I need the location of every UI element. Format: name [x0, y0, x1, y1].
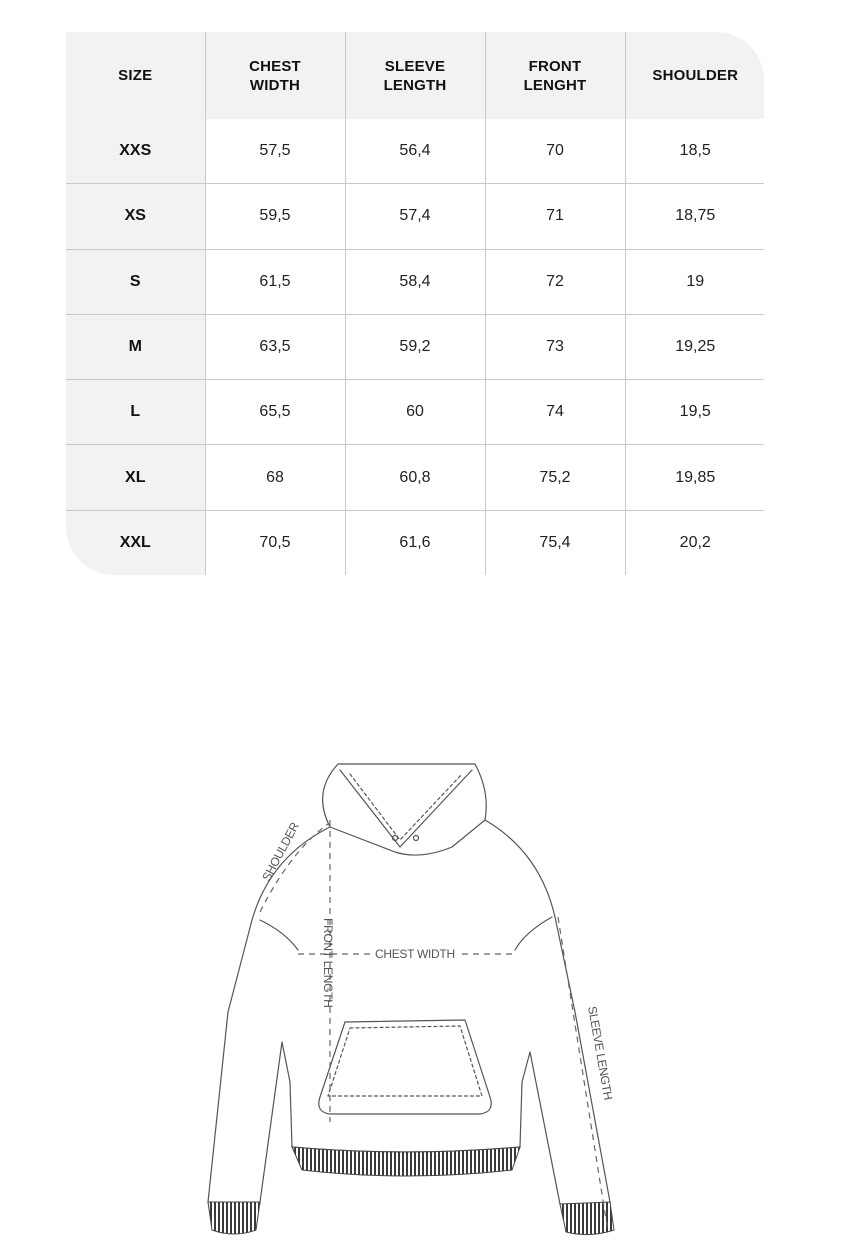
sleeve-length-cell: 61,6: [345, 510, 485, 575]
pocket-stitch: [328, 1026, 482, 1096]
header-chest-line2: WIDTH: [249, 76, 301, 94]
chest-width-cell: 63,5: [205, 314, 345, 379]
header-front-length: [485, 32, 625, 119]
header-sleeve-line2: LENGTH: [383, 76, 447, 94]
sleeve-length-cell: 57,4: [345, 184, 485, 249]
chest-width-cell: 70,5: [205, 510, 345, 575]
header-size: [66, 32, 205, 119]
header-front-line1: FRONT: [528, 57, 582, 75]
shoulder-cell: 20,2: [625, 510, 764, 575]
front-length-label: FRONT LENGTH: [321, 918, 335, 1008]
chest-width-cell: 61,5: [205, 249, 345, 314]
size-chart: [66, 32, 764, 575]
shoulder-cell: 19,5: [625, 380, 764, 445]
header-shoulder: [625, 32, 764, 119]
header-chest-line1: CHEST: [249, 57, 301, 75]
sleeve-length-cell: 58,4: [345, 249, 485, 314]
shoulder-cell: 19: [625, 249, 764, 314]
size-cell: XXS: [66, 119, 205, 184]
hood-stitch: [350, 774, 462, 840]
sleeve-length-cell: 60,8: [345, 445, 485, 510]
sleeve-length-cell: 59,2: [345, 314, 485, 379]
chest-width-label: CHEST WIDTH: [375, 947, 455, 961]
front-length-cell: 70: [485, 119, 625, 184]
size-cell: XL: [66, 445, 205, 510]
size-cell: S: [66, 249, 205, 314]
drawstring-right: [414, 836, 419, 841]
table-row: [66, 445, 764, 510]
kangaroo-pocket: [319, 1020, 492, 1114]
shoulder-label: SHOULDER: [259, 820, 302, 884]
header-chest-width: [205, 32, 345, 119]
sleeve-length-cell: 60: [345, 380, 485, 445]
table-row: [66, 510, 764, 575]
header-front-line2: LENGHT: [523, 76, 587, 94]
header-shoulder-text: SHOULDER: [652, 67, 739, 84]
left-armhole: [260, 920, 298, 950]
table-row: [66, 380, 764, 445]
header-size-text: SIZE: [118, 67, 153, 84]
front-length-cell: 71: [485, 184, 625, 249]
right-cuff: [560, 1202, 614, 1235]
hoodie-diagram: [190, 752, 650, 1247]
table-row: [66, 184, 764, 249]
right-armhole: [515, 917, 552, 950]
chest-width-cell: 59,5: [205, 184, 345, 249]
size-table: [66, 32, 764, 575]
sleeve-length-cell: 56,4: [345, 119, 485, 184]
front-length-cell: 75,4: [485, 510, 625, 575]
table-row: [66, 119, 764, 184]
chest-width-cell: 65,5: [205, 380, 345, 445]
hood-opening: [340, 770, 472, 847]
shoulder-cell: 19,85: [625, 445, 764, 510]
size-cell: L: [66, 380, 205, 445]
chest-width-cell: 57,5: [205, 119, 345, 184]
size-cell: XXL: [66, 510, 205, 575]
front-length-cell: 72: [485, 249, 625, 314]
front-length-cell: 73: [485, 314, 625, 379]
left-cuff: [208, 1202, 260, 1234]
hoodie-illustration: [190, 752, 650, 1247]
size-cell: XS: [66, 184, 205, 249]
table-row: [66, 314, 764, 379]
header-sleeve-length: [345, 32, 485, 119]
table-row: [66, 249, 764, 314]
chest-width-cell: 68: [205, 445, 345, 510]
shoulder-cell: 18,5: [625, 119, 764, 184]
sleeve-length-label: SLEEVE LENGTH: [585, 1005, 616, 1101]
front-length-cell: 75,2: [485, 445, 625, 510]
header-sleeve-line1: SLEEVE: [384, 57, 446, 75]
shoulder-cell: 18,75: [625, 184, 764, 249]
shoulder-cell: 19,25: [625, 314, 764, 379]
waistband-ribbing: [292, 1147, 520, 1176]
front-length-cell: 74: [485, 380, 625, 445]
table-header-row: [66, 32, 764, 119]
size-cell: M: [66, 314, 205, 379]
